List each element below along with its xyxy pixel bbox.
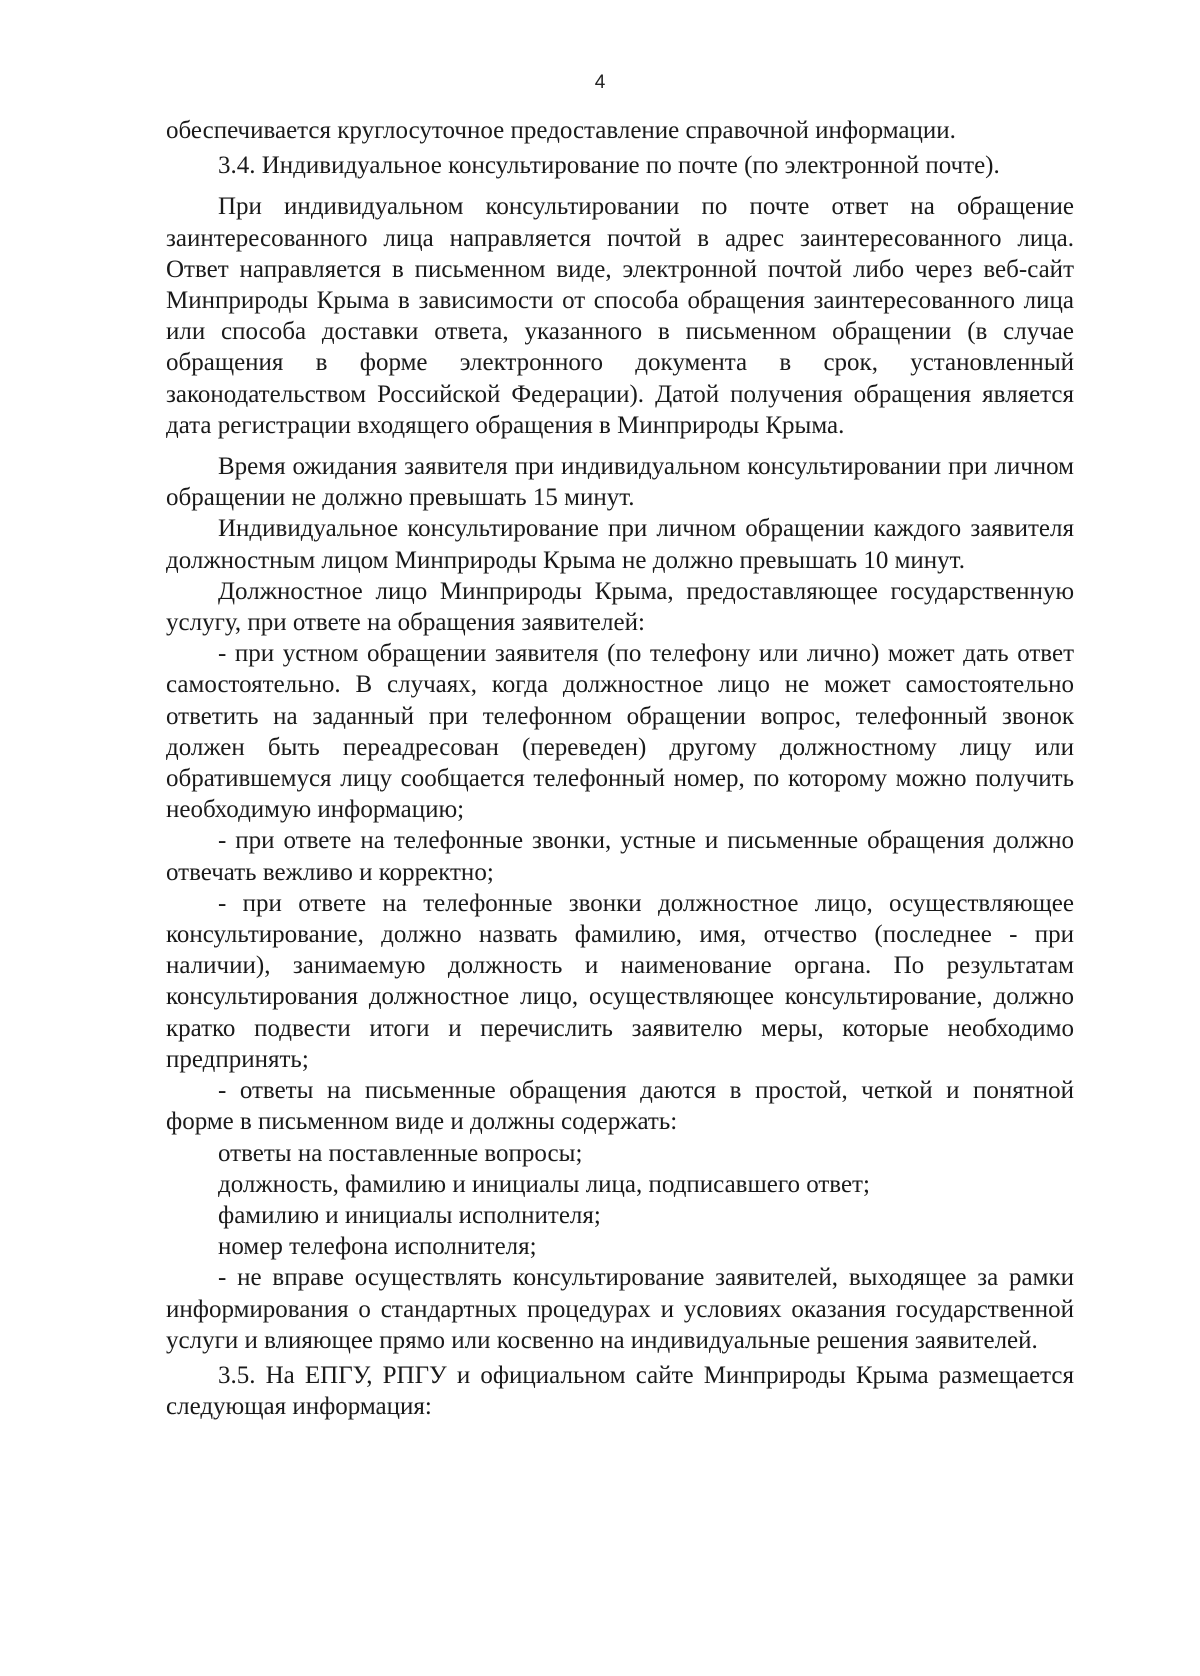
paragraph-mail-consulting: При индивидуальном консультировании по почте ответ на обращение заинтересованного лица направляется почтой в адрес заинтересованного лица. Ответ направляется в письменном виде, электронной почтой либо через веб-сайт Минприроды Крыма в зависимости от способа обращения заинтересованного лица или способа доставки ответа, указанного в письменном обращении (в случае обращения в форме электронного документа в срок, установленный законодательством Российской Федерации). Датой получения обращения является дата регистрации входящего обращения в Минприроды Крыма. [166,193,1074,439]
page-number: 4 [594,72,606,93]
sub-item-executor-name: фамилию и инициалы исполнителя; [218,1201,601,1229]
list-item-restrictions: - не вправе осуществлять консультирование заявителей, выходящее за рамки информирования о стандартных процедурах и условиях оказания государственной услуги и влияющее прямо или косвенно на индивидуальные решения заявителей. [166,1264,1074,1354]
list-item-phone-calls: - при ответе на телефонные звонки должностное лицо, осуществляющее консультирование, должно назвать фамилию, имя, отчество (последнее - при наличии), занимаемую должность и наименование органа. По результатам консультирования должностное лицо, осуществляющее консультирование, должно кратко подвести итоги и перечислить заявителю меры, которые необходимо предпринять; [166,889,1074,1073]
section-3-5-heading: 3.5. На ЕПГУ, РПГУ и официальном сайте Минприроды Крыма размещается следующая информация: [166,1361,1074,1421]
list-item-politeness: - при ответе на телефонные звонки, устные и письменные обращения должно отвечать вежливо и корректно; [166,827,1074,886]
document-body [166,115,1074,1422]
list-item-oral-request: - при устном обращении заявителя (по телефону или лично) может дать ответ самостоятельно. В случаях, когда должностное лицо не может самостоятельно ответить на заданный при телефонном обращении вопрос, телефонный звонок должен быть переадресован (переведен) другому должностному лицу или обратившемуся лицу сообщается телефонный номер, по которому можно получить необходимую информацию; [166,640,1074,824]
paragraph-waiting-time: Время ожидания заявителя при индивидуальном консультировании при личном обращении не должно превышать 15 минут. [166,453,1074,512]
sub-item-executor-phone: номер телефона исполнителя; [218,1233,537,1261]
sub-item-answers: ответы на поставленные вопросы; [218,1139,583,1167]
sub-item-position: должность, фамилию и инициалы лица, подписавшего ответ; [218,1170,870,1198]
paragraph-consulting-duration: Индивидуальное консультирование при личном обращении каждого заявителя должностным лицом Минприроды Крыма не должно превышать 10 минут. [166,515,1074,574]
section-3-4-heading: 3.4. Индивидуальное консультирование по почте (по электронной почте). [218,152,1000,180]
paragraph-continuation: обеспечивается круглосуточное предоставление справочной информации. [166,117,956,144]
paragraph-official-duties: Должностное лицо Минприроды Крыма, предоставляющее государственную услугу, при ответе на обращения заявителей: [166,577,1074,637]
list-item-written-answers: - ответы на письменные обращения даются в простой, четкой и понятной форме в письменном виде и должны содержать: [166,1077,1074,1136]
